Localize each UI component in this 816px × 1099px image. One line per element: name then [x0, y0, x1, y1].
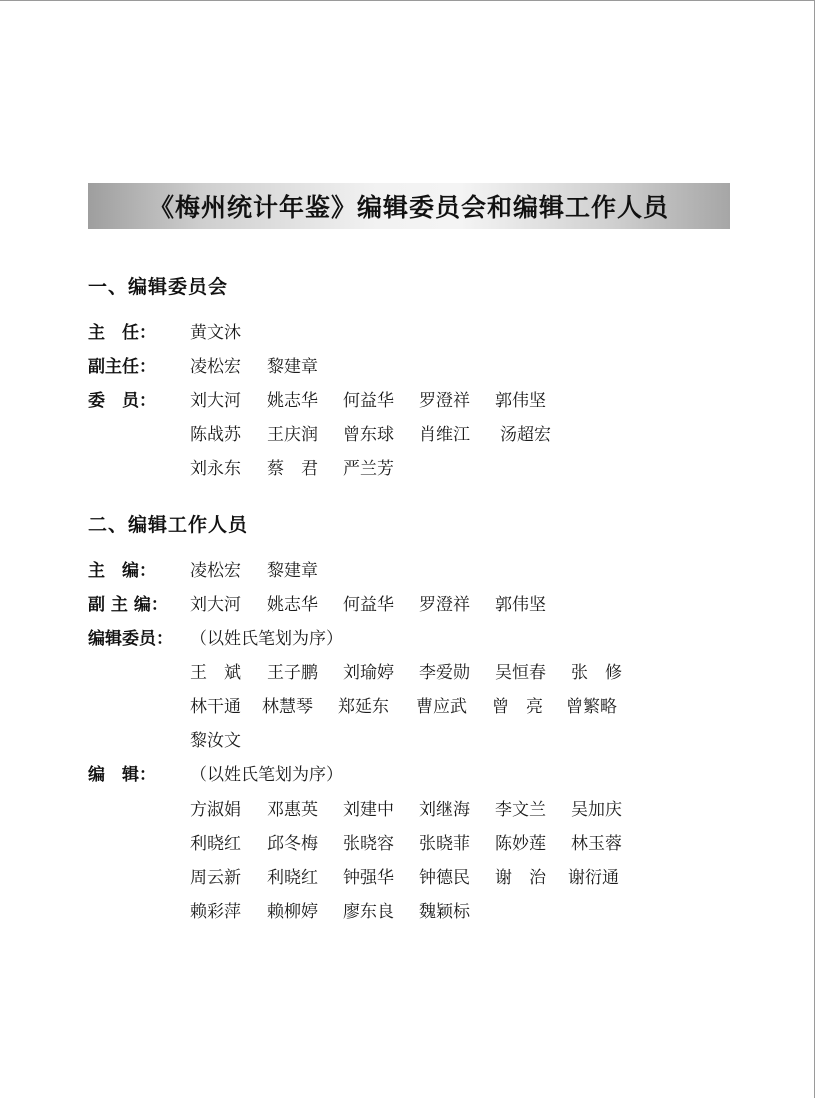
person-name: 谢 治	[495, 868, 546, 888]
person-name: 林慧琴	[262, 697, 313, 717]
person-name: 张 修	[571, 663, 622, 683]
person-name: 蔡 君	[267, 459, 318, 479]
person-name: 郭伟坚	[495, 595, 546, 615]
person-name: 何益华	[343, 595, 394, 615]
sort-note: （以姓氏笔划为序）	[190, 629, 343, 649]
person-name: 钟强华	[343, 868, 394, 888]
person-name: 魏颖标	[419, 902, 470, 922]
person-name: 严兰芳	[343, 459, 394, 479]
person-name: 王 斌	[190, 663, 241, 683]
label-deputy-editor: 副 主 编：	[88, 595, 168, 615]
person-name: 郑延东	[338, 697, 389, 717]
person-name: 利晓红	[190, 834, 241, 854]
person-name: 李文兰	[495, 800, 546, 820]
person-name: 凌松宏	[190, 561, 241, 581]
person-name: 方淑娟	[190, 800, 241, 820]
person-name: 肖维江	[419, 425, 470, 445]
person-name: 王子鹏	[267, 663, 318, 683]
person-name: 刘继海	[419, 800, 470, 820]
person-name: 黎建章	[267, 357, 318, 377]
person-name: 赖彩萍	[190, 902, 241, 922]
section-heading-staff: 二、编辑工作人员	[88, 514, 249, 536]
person-name: 曹应武	[416, 697, 467, 717]
person-name: 赖柳婷	[267, 902, 318, 922]
person-name: 凌松宏	[190, 357, 241, 377]
person-name: 陈妙莲	[495, 834, 546, 854]
label-chief-editor: 主 编：	[88, 561, 156, 581]
section-heading-committee: 一、编辑委员会	[88, 276, 229, 298]
person-name: 陈战苏	[190, 425, 241, 445]
person-name: 姚志华	[267, 391, 318, 411]
person-name: 曾繁略	[566, 697, 617, 717]
person-name: 郭伟坚	[495, 391, 546, 411]
person-name: 邱冬梅	[267, 834, 318, 854]
person-name: 刘瑜婷	[343, 663, 394, 683]
person-name: 王庆润	[267, 425, 318, 445]
label-editorial-members: 编辑委员：	[88, 629, 173, 649]
person-name: 钟德民	[419, 868, 470, 888]
person-name: 刘建中	[343, 800, 394, 820]
person-name: 张晓菲	[419, 834, 470, 854]
person-name: 何益华	[343, 391, 394, 411]
person-name: 廖东良	[343, 902, 394, 922]
person-name: 林干通	[190, 697, 241, 717]
label-vice-director: 副主任：	[88, 357, 156, 377]
person-name: 黎建章	[267, 561, 318, 581]
person-name: 罗澄祥	[419, 391, 470, 411]
title-banner	[88, 183, 730, 229]
person-name: 姚志华	[267, 595, 318, 615]
label-editors: 编 辑：	[88, 765, 156, 785]
label-director: 主 任：	[88, 323, 156, 343]
person-name: 吴加庆	[571, 800, 622, 820]
label-members: 委 员：	[88, 391, 156, 411]
person-name: 谢衍通	[568, 868, 619, 888]
person-name: 刘大河	[190, 391, 241, 411]
person-name: 吴恒春	[495, 663, 546, 683]
person-name: 林玉蓉	[571, 834, 622, 854]
person-name: 曾东球	[343, 425, 394, 445]
person-name: 利晓红	[267, 868, 318, 888]
person-name: 黎汝文	[190, 731, 241, 751]
sort-note: （以姓氏笔划为序）	[190, 765, 343, 785]
person-name: 李爱勋	[419, 663, 470, 683]
person-name: 刘大河	[190, 595, 241, 615]
person-name: 张晓容	[343, 834, 394, 854]
page-title: 《梅州统计年鉴》编辑委员会和编辑工作人员	[148, 193, 669, 222]
person-name: 黄文沐	[190, 323, 241, 343]
person-name: 汤超宏	[500, 425, 551, 445]
person-name: 邓惠英	[267, 800, 318, 820]
person-name: 罗澄祥	[419, 595, 470, 615]
person-name: 曾 亮	[492, 697, 543, 717]
person-name: 刘永东	[190, 459, 241, 479]
person-name: 周云新	[190, 868, 241, 888]
